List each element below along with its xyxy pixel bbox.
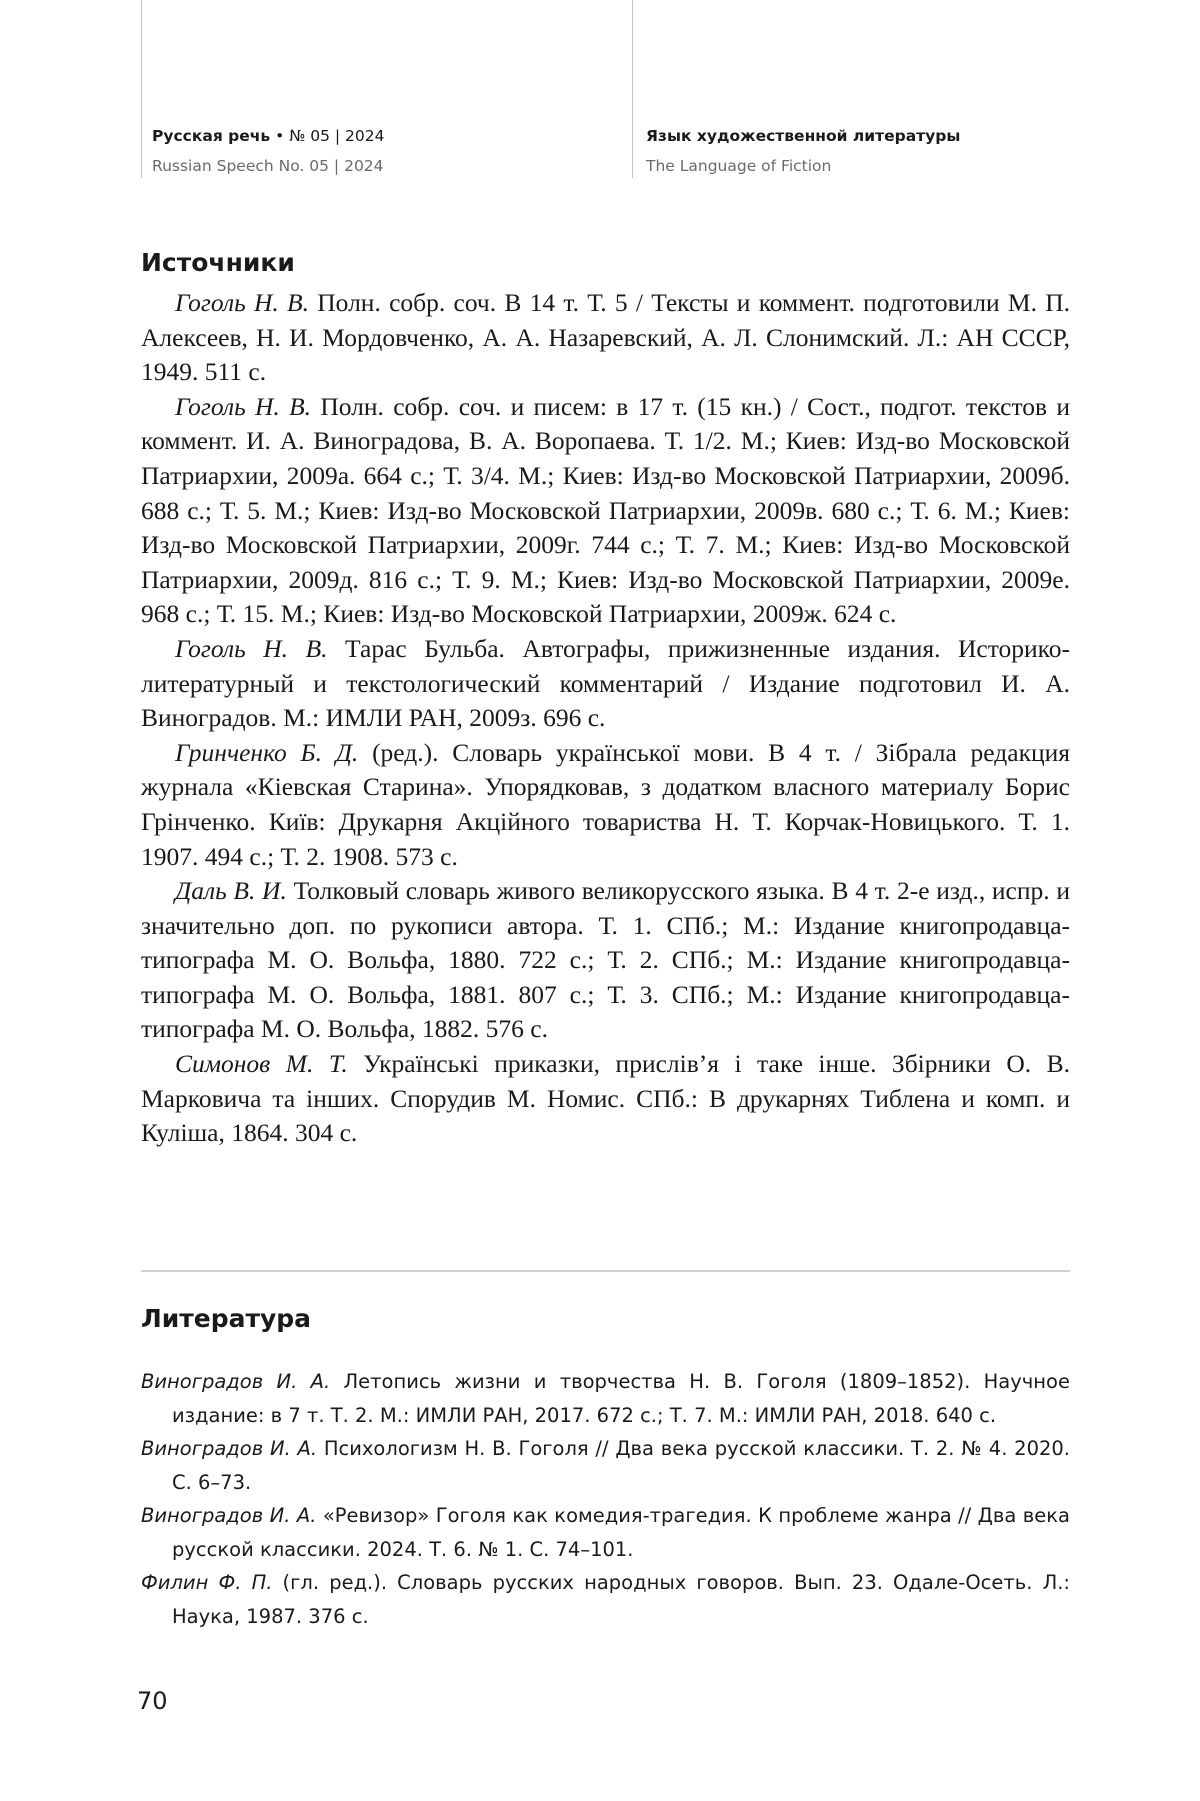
literature-author: Виноградов И. А. <box>141 1437 318 1460</box>
literature-text: Психологизм Н. В. Гоголя // Два века русской классики. Т. 2. № 4. 2020. С. 6–73. <box>172 1437 1070 1494</box>
source-entry <box>141 1047 1070 1151</box>
header-right-rule <box>632 0 633 178</box>
section-name: Язык художественной литературы <box>646 127 961 145</box>
source-entry <box>141 874 1070 1047</box>
header-left-rule <box>141 0 142 178</box>
journal-name-translation: Russian Speech No. 05 | 2024 <box>152 157 384 175</box>
journal-issue: • № 05 | 2024 <box>270 127 385 145</box>
source-text: Толковый словарь живого великорусского языка. В 4 т. 2-е изд., испр. и значительно доп. по рукописи автора. Т. 1. СПб.; М.: Издание книгопродавца-типографа М. О. Вольфа, 1880. 722 с.; Т. 2. СПб.; М.: Издание книгопродавца-типографа М. О. Вольфа, 1881. 807 с.; Т. 3. СПб.; М.: Издание книгопродавца-типографа М. О. Вольфа, 1882. 576 с. <box>141 876 1070 1044</box>
source-author: Симонов М. Т. <box>175 1049 348 1079</box>
source-author: Гоголь Н. В. <box>175 633 328 663</box>
literature-text: Летопись жизни и творчества Н. В. Гоголя (1809–1852). Научное издание: в 7 т. Т. 2. М.: ИМЛИ РАН, 2017. 672 с.; Т. 7. М.: ИМЛИ РАН, 2018. 640 с. <box>172 1370 1070 1427</box>
running-header-left <box>152 124 385 178</box>
source-text: Тарас Бульба. Автографы, прижизненные издания. Историко-литературный и текстологический комментарий / Издание подготовил И. А. Виноградов. М.: ИМЛИ РАН, 2009з. 696 с. <box>141 633 1070 733</box>
source-text: Полн. собр. соч. В 14 т. Т. 5 / Тексты и коммент. подготовили М. П. Алексеев, Н. И. Мордовченко, А. А. Назаревский, А. Л. Слонимский. Л.: АН СССР, 1949. 511 с. <box>141 288 1070 387</box>
page-number: 70 <box>137 1687 168 1715</box>
sources-list <box>141 286 1070 1151</box>
running-header-right <box>646 124 960 178</box>
section-divider <box>141 1270 1070 1272</box>
source-author: Гоголь Н. В. <box>175 391 312 421</box>
source-author: Даль В. И. <box>175 876 287 906</box>
journal-name: Русская речь <box>152 127 271 145</box>
source-author: Гринченко Б. Д. <box>175 737 359 767</box>
source-text: (ред.). Словарь української мови. В 4 т. / Зібрала редакция журнала «Кіевская Старина». Упорядковав, з додатком власного материалу Борис Грінченко. Київ: Друкарня Акційного товариства Н. Т. Корчак-Новицького. Т. 1. 1907. 494 с.; Т. 2. 1908. 573 с. <box>141 737 1070 871</box>
source-entry <box>141 736 1070 874</box>
literature-text: (гл. ред.). Словарь русских народных говоров. Вып. 23. Одале-Осеть. Л.: Наука, 1987. 376 с. <box>172 1571 1070 1628</box>
literature-author: Виноградов И. А. <box>141 1504 317 1527</box>
section-name-translation: The Language of Fiction <box>646 157 832 175</box>
literature-entry <box>141 1432 1070 1499</box>
source-text: Українські приказки, прислів’я і таке інше. Збірники О. В. Марковича та інших. Спорудив М. Номис. СПб.: В друкарнях Тиблена и комп. и Куліша, 1864. 304 с. <box>141 1049 1071 1148</box>
source-entry <box>141 632 1070 736</box>
source-entry <box>141 390 1070 632</box>
literature-list <box>141 1365 1070 1633</box>
literature-author: Виноградов И. А. <box>141 1370 331 1393</box>
literature-entry <box>141 1365 1070 1432</box>
literature-entry <box>141 1499 1070 1566</box>
literature-author: Филин Ф. П. <box>141 1571 273 1594</box>
literature-heading: Литература <box>141 1304 312 1333</box>
source-text: Полн. собр. соч. и писем: в 17 т. (15 кн.) / Сост., подгот. текстов и коммент. И. А. Виноградова, В. А. Воропаева. Т. 1/2. М.; Киев: Изд-во Московской Патриархии, 2009а. 664 с.; Т. 3/4. М.; Киев: Изд-во Московской Патриархии, 2009б. 688 с.; Т. 5. М.; Киев: Изд-во Московской Патриархии, 2009в. 680 с.; Т. 6. М.; Киев: Изд-во Московской Патриархии, 2009г. 744 с.; Т. 7. М.; Киев: Изд-во Московской Патриархии, 2009д. 816 с.; Т. 9. М.; Киев: Изд-во Московской Патриархии, 2009е. 968 с.; Т. 15. М.; Киев: Изд-во Московской Патриархии, 2009ж. 624 с. <box>141 391 1070 629</box>
sources-heading: Источники <box>141 248 295 277</box>
source-author: Гоголь Н. В. <box>175 288 309 317</box>
literature-entry <box>141 1566 1070 1633</box>
literature-text: «Ревизор» Гоголя как комедия-трагедия. К проблеме жанра // Два века русской классики. 2024. Т. 6. № 1. С. 74–101. <box>172 1504 1070 1561</box>
source-entry <box>141 286 1070 390</box>
